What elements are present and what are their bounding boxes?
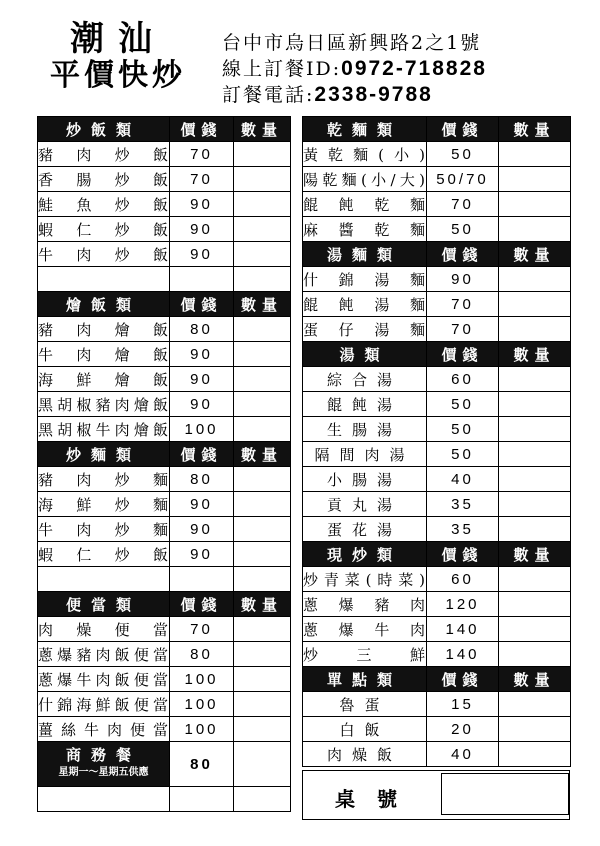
quantity-cell[interactable] (234, 392, 291, 417)
dry-noodles-header (303, 117, 571, 142)
menu-item-row (38, 492, 291, 517)
price-header: 價錢 (427, 117, 499, 142)
menu-item-row (303, 567, 571, 592)
item-name: 生腸湯 (303, 417, 427, 442)
menu-item-row (38, 167, 291, 192)
qty-header: 數量 (234, 442, 291, 467)
item-price: 35 (427, 517, 499, 542)
quantity-cell[interactable] (499, 292, 571, 317)
qty-header: 數量 (499, 542, 571, 567)
item-price: 40 (427, 742, 499, 767)
menu-item-row (303, 692, 571, 717)
item-price: 100 (170, 692, 234, 717)
item-name: 牛肉燴飯 (38, 342, 170, 367)
quantity-cell[interactable] (499, 392, 571, 417)
right-menu-table (302, 116, 571, 767)
section-title: 燴飯類 (38, 292, 170, 317)
blank-cell (170, 567, 234, 592)
qty-header: 數量 (234, 592, 291, 617)
address: 台中市烏日區新興路2之1號 (222, 32, 482, 54)
quantity-cell[interactable] (499, 492, 571, 517)
item-name: 牛肉炒麵 (38, 517, 170, 542)
item-name: 蛋仔湯麵 (303, 317, 427, 342)
quantity-cell[interactable] (234, 317, 291, 342)
item-name: 魯蛋 (303, 692, 427, 717)
quantity-cell[interactable] (499, 692, 571, 717)
item-price: 40 (427, 467, 499, 492)
item-price: 80 (170, 642, 234, 667)
item-price: 90 (170, 192, 234, 217)
quantity-cell[interactable] (499, 517, 571, 542)
quantity-cell[interactable] (499, 142, 571, 167)
quantity-cell[interactable] (234, 617, 291, 642)
item-name: 薑絲牛肉便當 (38, 717, 170, 742)
item-price: 60 (427, 367, 499, 392)
line-id: 0972-718828 (341, 57, 487, 80)
menu-item-row (303, 442, 571, 467)
business-set-label (38, 742, 170, 787)
item-price: 90 (170, 367, 234, 392)
quantity-cell[interactable] (234, 642, 291, 667)
item-name: 綜合湯 (303, 367, 427, 392)
menu-item-row (38, 717, 291, 742)
item-price: 70 (170, 167, 234, 192)
quantity-cell[interactable] (499, 367, 571, 392)
quantity-cell[interactable] (234, 542, 291, 567)
item-name: 白飯 (303, 717, 427, 742)
item-name: 什錦海鮮飯便當 (38, 692, 170, 717)
blank-cell (170, 267, 234, 292)
price-header: 價錢 (170, 442, 234, 467)
blank-cell[interactable] (234, 267, 291, 292)
left-menu-table (37, 116, 291, 812)
quantity-cell[interactable] (234, 342, 291, 367)
blank-cell (38, 787, 170, 812)
item-price: 70 (170, 142, 234, 167)
item-price: 15 (427, 692, 499, 717)
item-name: 肉燥飯 (303, 742, 427, 767)
contact-info (222, 30, 487, 108)
qty-header: 數量 (234, 117, 291, 142)
item-price: 60 (427, 567, 499, 592)
item-name: 炒三鮮 (303, 642, 427, 667)
item-name: 黃乾麵(小) (303, 142, 427, 167)
item-name: 蝦仁炒飯 (38, 217, 170, 242)
quantity-cell[interactable] (234, 742, 291, 787)
menu-item-row (303, 417, 571, 442)
qty-header: 數量 (499, 242, 571, 267)
price-header: 價錢 (170, 292, 234, 317)
quantity-cell[interactable] (234, 242, 291, 267)
menu-item-row (38, 617, 291, 642)
quantity-cell[interactable] (234, 667, 291, 692)
item-name: 餛飩湯 (303, 392, 427, 417)
item-price: 50 (427, 417, 499, 442)
quantity-cell[interactable] (499, 317, 571, 342)
item-price: 70 (427, 292, 499, 317)
quantity-cell[interactable] (499, 267, 571, 292)
quantity-cell[interactable] (499, 742, 571, 767)
menu-item-row (303, 167, 571, 192)
section-title: 現炒類 (303, 542, 427, 567)
quantity-cell[interactable] (499, 217, 571, 242)
menu-item-row (38, 642, 291, 667)
fried-noodles-header (38, 442, 291, 467)
quantity-cell[interactable] (234, 367, 291, 392)
phone-number: 2338-9788 (314, 83, 433, 106)
item-price: 20 (427, 717, 499, 742)
quantity-cell[interactable] (234, 417, 291, 442)
line-label: 線上訂餐ID: (222, 58, 342, 80)
item-name: 牛肉炒飯 (38, 242, 170, 267)
business-set-row (38, 742, 291, 787)
section-title: 單點類 (303, 667, 427, 692)
item-price: 70 (170, 617, 234, 642)
item-price: 100 (170, 417, 234, 442)
blank-cell (38, 267, 170, 292)
item-name: 貢丸湯 (303, 492, 427, 517)
section-title: 湯類 (303, 342, 427, 367)
item-name: 鮭魚炒飯 (38, 192, 170, 217)
qty-header: 數量 (499, 342, 571, 367)
price-header: 價錢 (427, 542, 499, 567)
menu-item-row (303, 392, 571, 417)
item-name: 豬肉燴飯 (38, 317, 170, 342)
quantity-cell[interactable] (234, 167, 291, 192)
menu-item-row (38, 367, 291, 392)
quantity-cell[interactable] (499, 567, 571, 592)
item-name: 蔥爆豬肉 (303, 592, 427, 617)
menu-item-row (303, 717, 571, 742)
item-price: 90 (170, 217, 234, 242)
quantity-cell[interactable] (234, 192, 291, 217)
item-name: 海鮮燴飯 (38, 367, 170, 392)
item-name: 小腸湯 (303, 467, 427, 492)
menu-item-row (303, 367, 571, 392)
price-header: 價錢 (427, 342, 499, 367)
item-price: 90 (170, 392, 234, 417)
menu-item-row (38, 392, 291, 417)
menu-item-row (303, 592, 571, 617)
menu-item-row (38, 517, 291, 542)
item-name: 黑胡椒豬肉燴飯 (38, 392, 170, 417)
menu-item-row (38, 342, 291, 367)
qty-header: 數量 (499, 117, 571, 142)
quantity-cell[interactable] (499, 642, 571, 667)
item-price: 90 (170, 517, 234, 542)
blank-row (38, 267, 291, 292)
quantity-cell[interactable] (234, 717, 291, 742)
line-order (222, 56, 487, 82)
price-header: 價錢 (170, 592, 234, 617)
item-price: 140 (427, 642, 499, 667)
blank-cell (38, 567, 170, 592)
item-price: 70 (427, 317, 499, 342)
section-title: 乾麵類 (303, 117, 427, 142)
item-name: 香腸炒飯 (38, 167, 170, 192)
price-header: 價錢 (427, 242, 499, 267)
item-price: 70 (427, 192, 499, 217)
quantity-cell[interactable] (234, 492, 291, 517)
item-price: 50 (427, 217, 499, 242)
quantity-cell[interactable] (499, 592, 571, 617)
business-set-title: 商務餐 (65, 746, 141, 764)
item-name: 陽乾麵(小/大) (303, 167, 427, 192)
quantity-cell[interactable] (234, 217, 291, 242)
quantity-cell[interactable] (499, 192, 571, 217)
brand-name: 潮汕 (70, 19, 166, 59)
item-price: 120 (427, 592, 499, 617)
menu-item-row (303, 292, 571, 317)
blank-cell[interactable] (234, 567, 291, 592)
sides-header (303, 667, 571, 692)
quantity-cell[interactable] (499, 467, 571, 492)
brand-tagline: 平價快炒 (50, 58, 186, 93)
item-price: 90 (170, 542, 234, 567)
phone-order (222, 82, 487, 108)
blank-cell (170, 787, 234, 812)
price-header: 價錢 (427, 667, 499, 692)
item-name: 豬肉炒麵 (38, 467, 170, 492)
menu-item-row (303, 467, 571, 492)
stir-fry-header (303, 542, 571, 567)
item-name: 海鮮炒麵 (38, 492, 170, 517)
menu-item-row (38, 417, 291, 442)
item-name: 餛飩乾麵 (303, 192, 427, 217)
item-price: 100 (170, 667, 234, 692)
menu-item-row (303, 317, 571, 342)
item-name: 肉燥便當 (38, 617, 170, 642)
quantity-cell[interactable] (499, 442, 571, 467)
menu-item-row (38, 242, 291, 267)
quantity-cell[interactable] (234, 467, 291, 492)
menu-item-row (38, 142, 291, 167)
table-number-box (302, 770, 570, 820)
blank-cell[interactable] (234, 787, 291, 812)
menu-item-row (303, 192, 571, 217)
qty-header: 數量 (499, 667, 571, 692)
item-price: 50/70 (427, 167, 499, 192)
quantity-cell[interactable] (499, 717, 571, 742)
quantity-cell[interactable] (234, 692, 291, 717)
item-price: 90 (170, 342, 234, 367)
quantity-cell[interactable] (499, 167, 571, 192)
item-name: 炒青菜(時菜) (303, 567, 427, 592)
item-price: 50 (427, 142, 499, 167)
menu-item-row (303, 217, 571, 242)
menu-item-row (303, 267, 571, 292)
item-name: 蛋花湯 (303, 517, 427, 542)
braised-rice-header (38, 292, 291, 317)
quantity-cell[interactable] (499, 417, 571, 442)
section-title: 便當類 (38, 592, 170, 617)
item-name: 黑胡椒牛肉燴飯 (38, 417, 170, 442)
table-number-label: 桌號 (335, 787, 419, 811)
item-price: 80 (170, 467, 234, 492)
item-name: 隔間肉湯 (303, 442, 427, 467)
menu-item-row (38, 217, 291, 242)
quantity-cell[interactable] (499, 617, 571, 642)
item-price: 140 (427, 617, 499, 642)
fried-rice-header (38, 117, 291, 142)
menu-item-row (303, 742, 571, 767)
menu-item-row (38, 192, 291, 217)
soup-noodles-header (303, 242, 571, 267)
item-price: 90 (170, 242, 234, 267)
business-set-days: 星期一～星期五供應 (58, 767, 149, 778)
section-title: 炒麵類 (38, 442, 170, 467)
phone-label: 訂餐電話: (222, 84, 315, 106)
item-price: 50 (427, 392, 499, 417)
menu-item-row (303, 517, 571, 542)
item-price: 80 (170, 317, 234, 342)
item-name: 什錦湯麵 (303, 267, 427, 292)
section-title: 炒飯類 (38, 117, 170, 142)
blank-row (38, 787, 291, 812)
item-name: 蔥爆牛肉 (303, 617, 427, 642)
menu-item-row (303, 617, 571, 642)
blank-row (38, 567, 291, 592)
item-name: 蝦仁炒飯 (38, 542, 170, 567)
menu-item-row (38, 542, 291, 567)
price-header: 價錢 (170, 117, 234, 142)
item-name: 豬肉炒飯 (38, 142, 170, 167)
item-price: 90 (170, 492, 234, 517)
item-price: 90 (427, 267, 499, 292)
business-set-price: 80 (170, 742, 234, 787)
table-number-input[interactable] (441, 773, 569, 815)
section-title: 湯麵類 (303, 242, 427, 267)
item-name: 餛飩湯麵 (303, 292, 427, 317)
item-price: 35 (427, 492, 499, 517)
item-name: 蔥爆牛肉飯便當 (38, 667, 170, 692)
item-price: 100 (170, 717, 234, 742)
qty-header: 數量 (234, 292, 291, 317)
soups-header (303, 342, 571, 367)
quantity-cell[interactable] (234, 142, 291, 167)
menu-item-row (38, 317, 291, 342)
item-price: 50 (427, 442, 499, 467)
menu-item-row (38, 467, 291, 492)
menu-item-row (303, 492, 571, 517)
menu-item-row (303, 642, 571, 667)
item-name: 麻醬乾麵 (303, 217, 427, 242)
bento-header (38, 592, 291, 617)
menu-item-row (303, 142, 571, 167)
quantity-cell[interactable] (234, 517, 291, 542)
menu-item-row (38, 667, 291, 692)
brand (38, 20, 198, 94)
menu-item-row (38, 692, 291, 717)
item-name: 蔥爆豬肉飯便當 (38, 642, 170, 667)
